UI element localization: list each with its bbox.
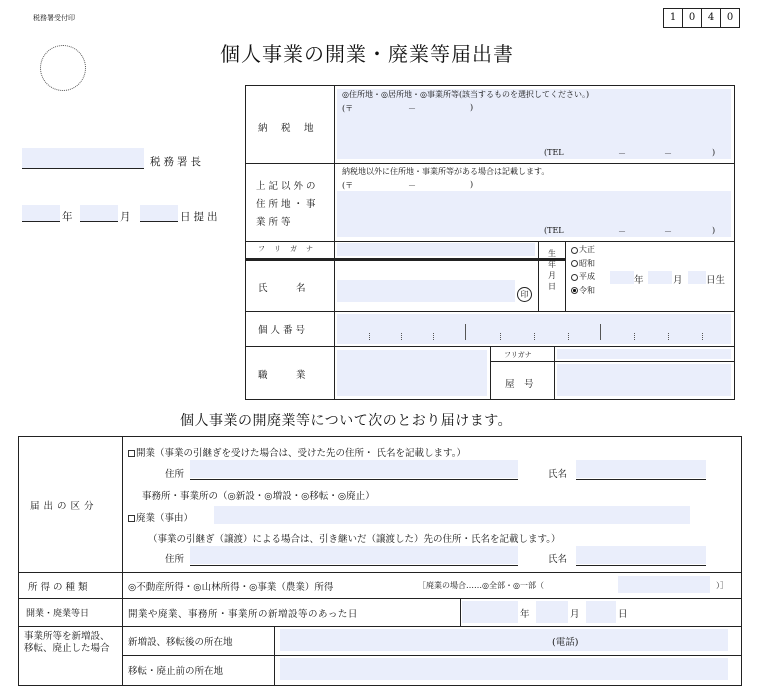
transfer-name-field[interactable] — [576, 546, 706, 564]
tel-open: (TEL — [544, 226, 564, 235]
submit-day-field[interactable] — [140, 205, 178, 221]
phone-label: (電話) — [552, 637, 579, 648]
form-code — [663, 8, 763, 28]
new-location-field[interactable] — [280, 629, 728, 651]
code-digit: 4 — [701, 8, 721, 28]
notice-heading: 個人事業の開廃業等について次のとおり届けます。 — [180, 413, 513, 429]
partial-close-field[interactable] — [618, 576, 710, 593]
postal-close: ) — [470, 180, 474, 189]
occupation-label: 職 業 — [258, 370, 306, 381]
ocd-month-field[interactable] — [536, 601, 568, 623]
name-short-label: 氏名 — [548, 469, 568, 480]
era-label: 昭和 — [579, 258, 595, 268]
address-label: 住所 — [165, 554, 185, 565]
ocd-day-label: 日 — [618, 609, 628, 620]
old-location-field[interactable] — [280, 658, 728, 680]
era-radio[interactable] — [571, 260, 578, 267]
era-radio-selected[interactable] — [571, 287, 578, 294]
shop-name-field[interactable] — [557, 364, 731, 396]
stamp-label: 税務署受付印 — [33, 14, 75, 22]
name-field[interactable] — [337, 280, 515, 302]
income-type-close-end: ）］ — [716, 581, 728, 590]
open-close-date-text: 開業や廃業、事務所・事業所の新増設等のあった日 — [128, 609, 358, 620]
filing-type-label: 届出の区分 — [30, 501, 98, 512]
ocd-year-label: 年 — [520, 609, 530, 620]
postal-close: ) — [470, 103, 474, 112]
era-label: 大正 — [579, 245, 595, 254]
postal-open: (〒 — [342, 181, 354, 190]
ocd-day-field[interactable] — [586, 601, 616, 623]
birth-day-field[interactable] — [688, 271, 706, 284]
tel-open: (TEL — [544, 148, 564, 157]
my-number-label: 個人番号 — [258, 325, 309, 336]
office-change-line — [142, 488, 375, 502]
submit-month-field[interactable] — [80, 205, 118, 221]
postal-dash: － — [408, 181, 416, 190]
birth-month-label: 月 — [673, 275, 683, 286]
office-change-options[interactable]: ◎新設・◎増設・◎移転・◎廃止 — [227, 491, 366, 502]
birth-year-label: 年 — [634, 275, 644, 286]
code-digit: 0 — [720, 8, 740, 28]
open-close-date-label: 開業・廃業等日 — [26, 609, 90, 619]
tax-location-options[interactable]: ◎住所地・◎居所地・◎事業所等(該当するものを選択してください。) — [342, 90, 590, 99]
shop-name-label: 屋 号 — [505, 379, 534, 390]
other-location-label: 上記以外の住所地・事業所等 — [256, 181, 319, 228]
tax-office-field[interactable] — [22, 148, 144, 168]
office-change-prefix: 事務所・事業所の（ — [142, 491, 228, 502]
transfer-address-field[interactable] — [190, 546, 518, 564]
tel-dash: － — [618, 149, 626, 158]
open-checkbox[interactable] — [128, 450, 135, 457]
close-option-text: 廃業（事由） — [136, 513, 194, 524]
old-location-label: 移転・廃止前の所在地 — [128, 666, 224, 677]
close-reason-field[interactable] — [214, 506, 690, 524]
income-type-close-note[interactable]: ［廃業の場合……◎全部・◎一部（ — [418, 581, 544, 590]
stamp-circle — [40, 45, 86, 91]
birth-label: 生年月日 — [548, 249, 556, 291]
open-option-text: 開業（事業の引継ぎを受けた場合は、受けた先の住所・ 氏名を記載します。） — [136, 448, 467, 459]
furigana-label: フ リ ガ ナ — [258, 245, 314, 253]
year-label: 年 — [62, 211, 73, 223]
transfer-note: （事業の引継ぎ（譲渡）による場合は、引き継いだ（譲渡した）先の住所・氏名を記載します。） — [148, 534, 561, 545]
postal-open: (〒 — [342, 104, 354, 113]
birth-day-label: 日生 — [706, 275, 726, 286]
era-label: 平成 — [579, 272, 595, 281]
ocd-month-label: 月 — [570, 609, 580, 620]
code-digit: 0 — [682, 8, 702, 28]
code-digit: 1 — [663, 8, 683, 28]
office-change-section-label: 事業所等を新増設、移転、廃止した場合 — [24, 631, 110, 654]
shop-furigana-field[interactable] — [557, 349, 731, 359]
submit-label: 日提出 — [180, 211, 221, 223]
era-radio[interactable] — [571, 247, 578, 254]
close-checkbox[interactable] — [128, 515, 135, 522]
tel-close: ) — [712, 148, 716, 157]
era-options[interactable] — [571, 243, 595, 297]
other-location-note: 納税地以外に住所地・事業所等がある場合は記載します。 — [342, 167, 550, 176]
era-label: 令和 — [579, 285, 595, 295]
new-location-label: 新増設、移転後の所在地 — [128, 637, 233, 648]
open-name-field[interactable] — [576, 460, 706, 478]
furigana-small-label: フリガナ — [504, 351, 532, 359]
name-short-label: 氏名 — [548, 554, 568, 565]
tel-close: ) — [712, 226, 716, 235]
tel-dash: － — [618, 227, 626, 236]
furigana-field[interactable] — [337, 243, 535, 256]
open-address-field[interactable] — [190, 460, 518, 478]
close-option[interactable] — [128, 510, 193, 524]
open-option[interactable] — [128, 445, 466, 459]
income-type-label: 所得の種類 — [28, 582, 91, 593]
birth-year-field[interactable] — [610, 271, 634, 284]
tel-dash: － — [664, 149, 672, 158]
month-label: 月 — [120, 211, 131, 223]
postal-dash: － — [408, 104, 416, 113]
seal-mark: 印 — [517, 287, 532, 302]
tel-dash: － — [664, 227, 672, 236]
occupation-field[interactable] — [337, 350, 487, 396]
page-title: 個人事業の開業・廃業等届出書 — [220, 42, 514, 66]
ocd-year-field[interactable] — [462, 601, 518, 623]
tax-office-suffix: 税務署長 — [150, 156, 204, 168]
tax-location-label: 納 税 地 — [258, 123, 316, 134]
office-change-suffix: ） — [365, 491, 375, 502]
name-label: 氏 名 — [258, 283, 306, 294]
income-type-options[interactable]: ◎不動産所得・◎山林所得・◎事業（農業）所得 — [128, 582, 334, 593]
birth-month-field[interactable] — [648, 271, 672, 284]
address-label: 住所 — [165, 469, 185, 480]
era-radio[interactable] — [571, 274, 578, 281]
submit-year-field[interactable] — [22, 205, 60, 221]
